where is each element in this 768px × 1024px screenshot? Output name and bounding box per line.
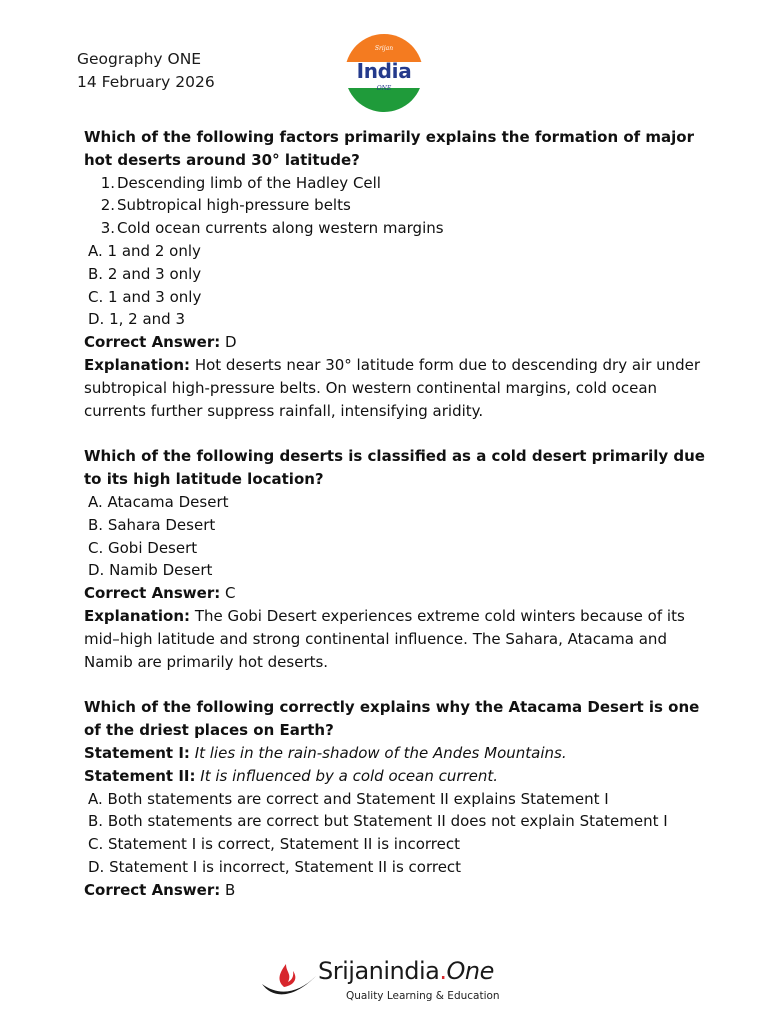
statement-two-text: It is influenced by a cold ocean current. bbox=[200, 766, 499, 785]
explanation-text: Hot deserts near 30° latitude form due to descending dry air under subtropical high-pressure belts. On western continental margins, cold ocean currents further suppress rainfall, intensifying aridity. bbox=[84, 355, 701, 420]
explanation-text: The Gobi Desert experiences extreme cold winters because of its mid–high latitude and strong continental influence. The Sahara, Atacama and Namib are primarily hot deserts. bbox=[84, 606, 685, 671]
answer-option: D. 1, 2 and 3 bbox=[88, 310, 186, 329]
statement-item bbox=[84, 217, 714, 240]
answer-option: D. Namib Desert bbox=[88, 561, 213, 580]
logo-top-text: Srijan bbox=[374, 45, 394, 52]
statement-one-text: It lies in the rain-shadow of the Andes Mountains. bbox=[194, 743, 567, 762]
correct-answer-label: Correct Answer: bbox=[84, 880, 221, 899]
logo-wordmark: India bbox=[356, 59, 412, 83]
answer-option: B. 2 and 3 only bbox=[88, 264, 202, 283]
statement-one bbox=[84, 742, 714, 765]
subject-title: Geography ONE bbox=[77, 50, 202, 68]
statement-text: Descending limb of the Hadley Cell bbox=[117, 173, 381, 192]
statement-number: 3. bbox=[100, 219, 115, 238]
statement-text: Cold ocean currents along western margins bbox=[117, 219, 444, 238]
flame-swoosh-icon bbox=[258, 954, 320, 1006]
logo-bottom-text: ONE bbox=[376, 85, 392, 92]
correct-answer-value: C bbox=[225, 584, 236, 603]
question-text: Which of the following deserts is classified as a cold desert primarily due to its high latitude location? bbox=[84, 447, 705, 489]
answer-option: B. Sahara Desert bbox=[88, 515, 216, 534]
statement-two-label: Statement II: bbox=[84, 766, 196, 785]
question-text: Which of the following factors primarily explains the formation of major hot deserts around 30° latitude? bbox=[84, 128, 694, 169]
statement-one-label: Statement I: bbox=[84, 743, 190, 762]
statement-number: 1. bbox=[100, 173, 115, 192]
question-block-1 bbox=[84, 126, 714, 422]
document-header bbox=[77, 48, 215, 94]
explanation-label: Explanation: bbox=[84, 355, 191, 374]
explanation-label: Explanation: bbox=[84, 606, 191, 625]
correct-answer bbox=[84, 331, 714, 354]
spacer bbox=[84, 422, 714, 445]
question-text: Which of the following correctly explains why the Atacama Desert is one of the driest places on Earth? bbox=[84, 698, 700, 740]
question-list bbox=[84, 126, 714, 902]
correct-answer-label: Correct Answer: bbox=[84, 584, 221, 603]
footer-brand bbox=[258, 954, 528, 1010]
srijan-india-logo bbox=[345, 34, 423, 112]
explanation bbox=[84, 354, 714, 422]
statement-item bbox=[84, 194, 714, 217]
correct-answer bbox=[84, 879, 714, 902]
answer-option: C. Statement I is correct, Statement II is incorrect bbox=[88, 835, 460, 854]
correct-answer-label: Correct Answer: bbox=[84, 333, 221, 352]
statement-number: 2. bbox=[100, 196, 115, 215]
brand-main-text: Srijanindia bbox=[318, 957, 440, 985]
answer-option: A. 1 and 2 only bbox=[88, 241, 201, 260]
explanation bbox=[84, 605, 714, 673]
brand-tagline: Quality Learning & Education bbox=[346, 990, 500, 1002]
spacer bbox=[84, 673, 714, 696]
statement-item bbox=[84, 172, 714, 195]
correct-answer-value: B bbox=[225, 880, 236, 899]
brand-suffix: One bbox=[446, 957, 494, 985]
question-block-2 bbox=[84, 445, 714, 673]
brand-dot: . bbox=[439, 957, 447, 985]
statement-two bbox=[84, 765, 714, 788]
correct-answer bbox=[84, 582, 714, 605]
document-date: 14 February 2026 bbox=[77, 73, 215, 91]
brand-name bbox=[318, 957, 494, 985]
answer-option: D. Statement I is incorrect, Statement II is correct bbox=[88, 857, 462, 876]
question-block-3 bbox=[84, 696, 714, 901]
answer-option: B. Both statements are correct but Statement II does not explain Statement I bbox=[88, 812, 668, 831]
statement-text: Subtropical high-pressure belts bbox=[117, 196, 351, 215]
answer-option: A. Both statements are correct and Statement II explains Statement I bbox=[88, 789, 609, 808]
answer-option: C. 1 and 3 only bbox=[88, 287, 202, 306]
correct-answer-value: D bbox=[225, 333, 237, 352]
answer-option: C. Gobi Desert bbox=[88, 538, 198, 557]
answer-option: A. Atacama Desert bbox=[88, 492, 229, 511]
